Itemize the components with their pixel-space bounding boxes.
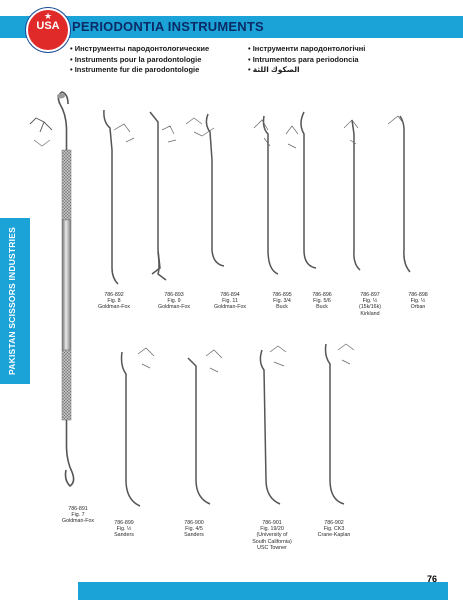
product-786-901 bbox=[240, 520, 304, 551]
product-name: Sanders bbox=[184, 532, 204, 539]
product-code: 786-899 bbox=[114, 520, 134, 526]
product-code: 786-893 bbox=[164, 292, 184, 298]
product-name: Crane-Kaplan bbox=[317, 532, 351, 539]
product-fig: Fig. CK3 bbox=[323, 526, 345, 533]
product-name: Goldman-Fox bbox=[61, 518, 95, 525]
product-code: 786-897 bbox=[360, 292, 380, 298]
logo-text: USA bbox=[36, 20, 60, 32]
language-line: • Instruments pour la parodontologie bbox=[70, 55, 209, 66]
product-name: Buck bbox=[276, 304, 288, 311]
product-name: Goldman-Fox bbox=[213, 304, 247, 311]
product-name: Goldman-Fox bbox=[157, 304, 191, 311]
product-786-898 bbox=[390, 292, 446, 311]
product-786-894 bbox=[202, 292, 258, 311]
instrument-786-895 bbox=[254, 116, 278, 274]
language-line: • Intrumentos para periodoncia bbox=[248, 55, 365, 66]
instrument-786-894 bbox=[186, 114, 224, 266]
instrument-786-902 bbox=[326, 344, 355, 504]
page-title: PERIODONTIA INSTRUMENTS bbox=[72, 19, 264, 34]
instrument-786-893 bbox=[150, 112, 176, 274]
language-line: • Инструменты пародонтологические bbox=[70, 44, 209, 55]
product-fig: Fig. 19/20 bbox=[260, 526, 284, 533]
product-code: 786-898 bbox=[408, 292, 428, 298]
product-fig: Fig. 4/5 bbox=[185, 526, 203, 533]
product-code: 786-891 bbox=[68, 506, 88, 512]
instrument-786-896 bbox=[286, 112, 316, 268]
instrument-786-900 bbox=[188, 350, 222, 504]
product-code: 786-896 bbox=[312, 292, 332, 298]
product-note: (University of bbox=[256, 532, 288, 539]
product-name: USC Towner bbox=[257, 544, 287, 551]
product-name: Kirkland bbox=[360, 310, 380, 317]
product-name: Orban bbox=[410, 304, 426, 311]
star-icon: ★ bbox=[44, 11, 53, 21]
product-code: 786-901 bbox=[262, 520, 282, 526]
product-name: Sanders bbox=[114, 532, 134, 539]
product-name: Goldman-Fox bbox=[97, 304, 131, 311]
product-note: South California) bbox=[252, 538, 292, 545]
product-fig: Fig. ½ bbox=[362, 298, 378, 305]
product-fig: Fig. ½ bbox=[116, 526, 132, 533]
product-code: 786-894 bbox=[220, 292, 240, 298]
instrument-786-891 bbox=[30, 92, 74, 486]
product-fig: Fig. 5/6 bbox=[313, 298, 331, 305]
product-786-899 bbox=[96, 520, 152, 539]
product-fig: Fig. 9 bbox=[167, 298, 181, 305]
product-786-900 bbox=[166, 520, 222, 539]
side-label: PAKISTAN SCISSORS INDUSTRIES bbox=[7, 227, 17, 375]
product-fig: Fig. 8 bbox=[107, 298, 121, 305]
product-code: 786-892 bbox=[104, 292, 124, 298]
footer-bar bbox=[78, 582, 448, 600]
product-786-892 bbox=[86, 292, 142, 311]
language-line: • Instrumente fur die parodontologie bbox=[70, 65, 209, 76]
instrument-786-899 bbox=[122, 348, 155, 506]
product-name: Buck bbox=[316, 304, 328, 311]
product-786-893 bbox=[146, 292, 202, 311]
product-code: 786-895 bbox=[272, 292, 292, 298]
language-line: • الصكوك اللثة bbox=[248, 65, 365, 76]
language-line: • Інструменти пародонтологічні bbox=[248, 44, 365, 55]
instrument-786-898 bbox=[388, 116, 410, 272]
product-code: 786-902 bbox=[324, 520, 344, 526]
product-fig: Fig. ½ bbox=[410, 298, 426, 305]
product-code: 786-900 bbox=[184, 520, 204, 526]
product-fig: Fig. 3/4 bbox=[273, 298, 291, 305]
instrument-786-897 bbox=[344, 120, 360, 270]
product-fig: Fig. 11 bbox=[222, 298, 238, 305]
instrument-786-901 bbox=[260, 346, 286, 504]
product-786-902 bbox=[304, 520, 364, 539]
page-number: 76 bbox=[427, 574, 438, 584]
product-fig: Fig. 7 bbox=[71, 512, 85, 519]
instrument-786-892 bbox=[104, 110, 166, 284]
product-note: (15k/16k) bbox=[358, 304, 382, 311]
